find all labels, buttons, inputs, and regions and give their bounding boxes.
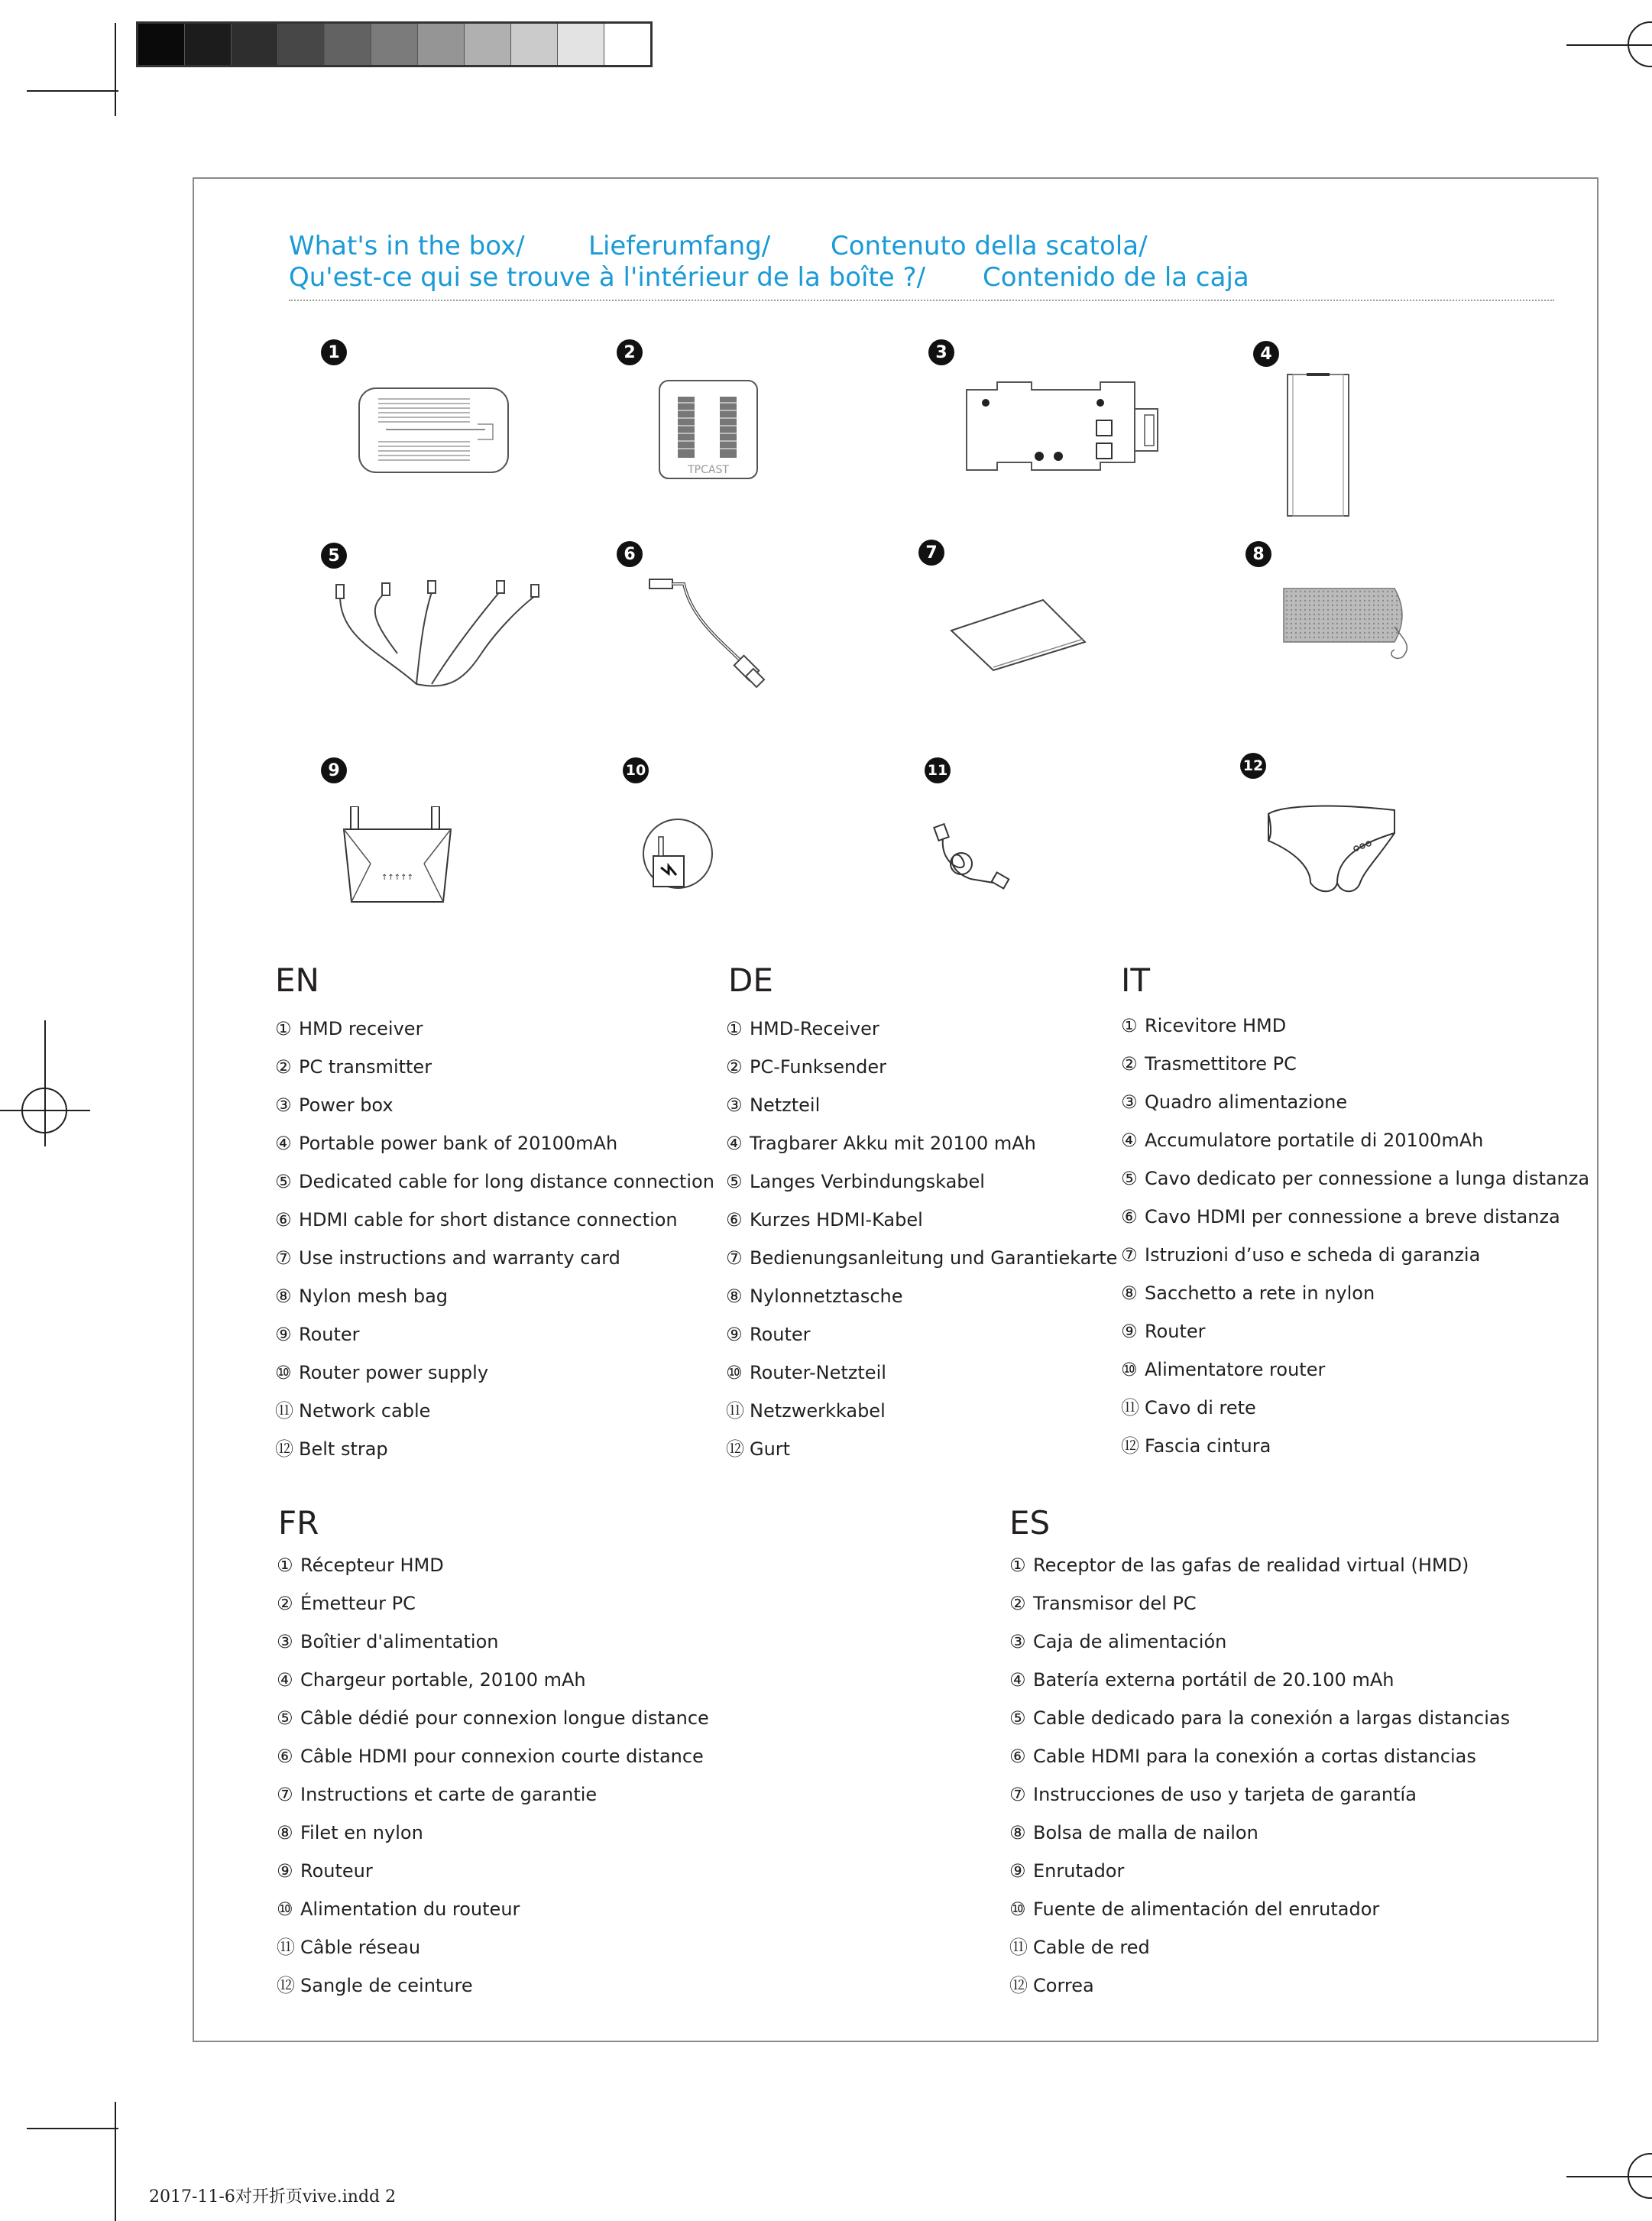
item-number: ① (277, 1555, 293, 1576)
list-item (1121, 1007, 1589, 1045)
list-item (277, 1966, 709, 2005)
item-text: Netzteil (750, 1094, 821, 1116)
registration-mark (1628, 21, 1652, 67)
list-item (1009, 1546, 1510, 1584)
color-swatch (511, 24, 558, 65)
item-number: ④ (277, 1669, 293, 1691)
item-text: Use instructions and warranty card (299, 1247, 620, 1269)
item-text: Router (750, 1324, 811, 1345)
list-item (275, 1010, 714, 1048)
list-item (1009, 1661, 1510, 1699)
item-text: Istruzioni d’uso e scheda di garanzia (1145, 1244, 1481, 1266)
item-text: Langes Verbindungskabel (750, 1171, 985, 1192)
color-swatch (278, 24, 325, 65)
item-number: ⑩ (1121, 1359, 1138, 1380)
list-item (1009, 1623, 1510, 1661)
color-swatch (185, 24, 232, 65)
item-number: ④ (1009, 1669, 1026, 1691)
item-text: Sangle de ceinture (300, 1975, 473, 1996)
item-text: Cable dedicado para la conexión a largas distancias (1033, 1707, 1511, 1729)
item-text: Émetteur PC (300, 1593, 416, 1614)
list-item (726, 1201, 1117, 1239)
color-swatch (604, 24, 650, 65)
router-power-supply-illustration (638, 814, 718, 898)
list-item (277, 1623, 709, 1661)
list-item (277, 1546, 709, 1584)
router-illustration (340, 806, 455, 906)
list-item (277, 1775, 709, 1814)
item-text: Network cable (299, 1400, 431, 1422)
list-item (726, 1086, 1117, 1124)
item-number: ⑪ (726, 1400, 744, 1422)
item-number: ⑤ (277, 1707, 293, 1729)
item-number: ⑥ (726, 1209, 743, 1230)
lang-header-en: EN (275, 961, 319, 999)
network-cable-illustration (932, 822, 1016, 898)
item-number: ④ (275, 1133, 292, 1154)
title-en: What's in the box/ (289, 231, 525, 261)
registration-mark (21, 1088, 67, 1133)
list-item (275, 1124, 714, 1162)
item-text: Câble dédié pour connexion longue distance (300, 1707, 709, 1729)
item-number: ① (726, 1018, 743, 1039)
item-badge-2: 2 (617, 339, 643, 365)
list-item (277, 1584, 709, 1623)
list-item (275, 1315, 714, 1354)
color-swatch (465, 24, 511, 65)
item-badge-9: 9 (321, 757, 347, 783)
item-text: Netzwerkkabel (750, 1400, 886, 1422)
item-badge-10: 10 (623, 757, 649, 783)
item-number: ⑫ (1121, 1435, 1139, 1457)
item-number: ⑨ (1121, 1321, 1138, 1342)
item-number: ⑨ (275, 1324, 292, 1345)
item-number: ⑨ (1009, 1860, 1026, 1882)
item-badge-1: 1 (321, 339, 347, 365)
list-item (275, 1354, 714, 1392)
item-number: ③ (275, 1094, 292, 1116)
list-item (1121, 1236, 1589, 1274)
item-text: Accumulatore portatile di 20100mAh (1145, 1130, 1484, 1151)
item-number: ⑩ (726, 1362, 743, 1383)
item-number: ⑧ (726, 1286, 743, 1307)
item-text: Cavo di rete (1145, 1397, 1256, 1419)
crop-mark (115, 2102, 116, 2221)
list-item (726, 1430, 1117, 1468)
item-number: ⑦ (726, 1247, 743, 1269)
item-text: Kurzes HDMI-Kabel (750, 1209, 923, 1230)
list-item (277, 1699, 709, 1737)
item-number: ⑤ (1009, 1707, 1026, 1729)
item-text: Trasmettitore PC (1145, 1053, 1297, 1075)
item-list-de (726, 1010, 1117, 1468)
color-swatch (232, 24, 278, 65)
item-text: Chargeur portable, 20100 mAh (300, 1669, 586, 1691)
item-list-it (1121, 1007, 1589, 1465)
item-number: ⑧ (1121, 1282, 1138, 1304)
item-list-en (275, 1010, 714, 1468)
list-item (1009, 1699, 1510, 1737)
pc-transmitter-illustration (657, 378, 760, 481)
item-number: ③ (277, 1631, 293, 1652)
item-badge-7: 7 (918, 540, 944, 566)
item-text: Quadro alimentazione (1145, 1091, 1348, 1113)
list-item (726, 1010, 1117, 1048)
list-item (1009, 1890, 1510, 1928)
item-number: ⑪ (277, 1937, 295, 1958)
item-badge-11: 11 (925, 757, 951, 783)
item-text: Router (1145, 1321, 1206, 1342)
list-item (1121, 1427, 1589, 1465)
item-number: ⑤ (275, 1171, 292, 1192)
nylon-bag-illustration (1280, 585, 1417, 669)
item-text: Câble HDMI pour connexion courte distance (300, 1746, 704, 1767)
crop-mark (27, 2128, 118, 2129)
lang-header-it: IT (1121, 961, 1151, 999)
lang-header-fr: FR (278, 1504, 319, 1542)
item-number: ⑥ (1121, 1206, 1138, 1227)
item-text: Correa (1033, 1975, 1094, 1996)
list-item (1121, 1121, 1589, 1159)
belt-strap-illustration (1265, 799, 1398, 898)
item-badge-5: 5 (321, 543, 347, 569)
item-text: Router (299, 1324, 360, 1345)
list-item (275, 1277, 714, 1315)
list-item (726, 1239, 1117, 1277)
item-list-es (1009, 1546, 1510, 2005)
item-number: ④ (726, 1133, 743, 1154)
color-swatch (371, 24, 418, 65)
item-text: Fascia cintura (1145, 1435, 1271, 1457)
color-calibration-bar (136, 21, 653, 67)
item-text: Instrucciones de uso y tarjeta de garantía (1033, 1784, 1417, 1805)
item-number: ② (277, 1593, 293, 1614)
item-number: ⑨ (277, 1860, 293, 1882)
title-fr: Qu'est-ce qui se trouve à l'intérieur de la boîte ?/ (289, 262, 926, 293)
list-item (1121, 1389, 1589, 1427)
item-text: Transmisor del PC (1033, 1593, 1197, 1614)
item-text: Belt strap (299, 1438, 388, 1460)
list-item (1009, 1966, 1510, 2005)
item-text: Cable HDMI para la conexión a cortas distancias (1033, 1746, 1476, 1767)
item-number: ⑦ (1009, 1784, 1026, 1805)
item-text: PC-Funksender (750, 1056, 887, 1078)
item-number: ① (1121, 1015, 1138, 1036)
item-text: HMD receiver (299, 1018, 423, 1039)
item-text: Alimentation du routeur (300, 1898, 520, 1920)
title-it: Contenuto della scatola/ (831, 231, 1148, 261)
item-number: ⑥ (1009, 1746, 1026, 1767)
item-text: Cavo dedicato per connessione a lunga distanza (1145, 1168, 1590, 1189)
item-number: ⑪ (1121, 1397, 1139, 1419)
item-badge-6: 6 (617, 541, 643, 567)
list-item (726, 1124, 1117, 1162)
item-text: Fuente de alimentación del enrutador (1033, 1898, 1380, 1920)
color-swatch (558, 24, 604, 65)
list-item (277, 1737, 709, 1775)
item-number: ⑪ (1009, 1937, 1028, 1958)
title-divider (289, 300, 1554, 301)
item-text: Bedienungsanleitung und Garantiekarte (750, 1247, 1118, 1269)
item-text: Power box (299, 1094, 394, 1116)
item-number: ⑧ (275, 1286, 292, 1307)
item-text: HDMI cable for short distance connection (299, 1209, 678, 1230)
item-text: Enrutador (1033, 1860, 1125, 1882)
item-number: ⑤ (726, 1171, 743, 1192)
item-number: ⑫ (277, 1975, 295, 1996)
item-text: Routeur (300, 1860, 373, 1882)
item-text: Récepteur HMD (300, 1555, 444, 1576)
item-text: HMD-Receiver (750, 1018, 879, 1039)
item-number: ⑫ (726, 1438, 744, 1460)
list-item (726, 1392, 1117, 1430)
item-number: ⑩ (275, 1362, 292, 1383)
item-text: Batería externa portátil de 20.100 mAh (1033, 1669, 1394, 1691)
list-item (277, 1852, 709, 1890)
list-item (726, 1354, 1117, 1392)
list-item (275, 1239, 714, 1277)
list-item (726, 1162, 1117, 1201)
item-text: Sacchetto a rete in nylon (1145, 1282, 1375, 1304)
router-status-lights: ↑↑↑↑↑ (381, 874, 413, 882)
list-item (1121, 1198, 1589, 1236)
item-number: ⑥ (275, 1209, 292, 1230)
item-number: ⑦ (275, 1247, 292, 1269)
item-number: ⑥ (277, 1746, 293, 1767)
item-text: PC transmitter (299, 1056, 432, 1078)
list-item (1121, 1083, 1589, 1121)
list-item (1121, 1312, 1589, 1350)
item-text: Portable power bank of 20100mAh (299, 1133, 618, 1154)
item-number: ① (1009, 1555, 1026, 1576)
list-item (726, 1315, 1117, 1354)
list-item (277, 1928, 709, 1966)
item-number: ⑩ (277, 1898, 293, 1920)
tpcast-logo: TPCAST (688, 464, 729, 476)
list-item (275, 1086, 714, 1124)
power-box-illustration (963, 378, 1165, 474)
hmd-receiver-illustration (355, 382, 516, 478)
list-item (1121, 1350, 1589, 1389)
item-list-fr (277, 1546, 709, 2005)
title-es: Contenido de la caja (983, 262, 1249, 293)
item-text: Tragbarer Akku mit 20100 mAh (750, 1133, 1036, 1154)
item-number: ⑤ (1121, 1168, 1138, 1189)
list-item (275, 1048, 714, 1086)
item-number: ② (275, 1056, 292, 1078)
list-item (1121, 1159, 1589, 1198)
list-item (1009, 1737, 1510, 1775)
list-item (1009, 1584, 1510, 1623)
item-text: Receptor de las gafas de realidad virtual (HMD) (1033, 1555, 1469, 1576)
file-slug-footer: 2017-11-6对开折页vive.indd 2 (149, 2187, 397, 2206)
item-number: ⑩ (1009, 1898, 1026, 1920)
list-item (275, 1162, 714, 1201)
item-text: Bolsa de malla de nailon (1033, 1822, 1258, 1843)
list-item (1121, 1274, 1589, 1312)
item-number: ⑦ (1121, 1244, 1138, 1266)
item-text: Câble réseau (300, 1937, 421, 1958)
color-swatch (418, 24, 465, 65)
power-bank-illustration (1284, 371, 1352, 520)
item-text: Cable de red (1033, 1937, 1150, 1958)
item-badge-4: 4 (1253, 341, 1279, 367)
item-number: ② (1121, 1053, 1138, 1075)
item-number: ⑧ (1009, 1822, 1026, 1843)
item-text: Cavo HDMI per connessione a breve distanza (1145, 1206, 1560, 1227)
item-text: Nylon mesh bag (299, 1286, 449, 1307)
list-item (726, 1277, 1117, 1315)
item-number: ③ (726, 1094, 743, 1116)
item-text: Alimentatore router (1145, 1359, 1326, 1380)
list-item (1121, 1045, 1589, 1083)
list-item (275, 1430, 714, 1468)
list-item (275, 1201, 714, 1239)
item-badge-3: 3 (928, 339, 954, 365)
item-text: Instructions et carte de garantie (300, 1784, 598, 1805)
registration-mark (1628, 2153, 1652, 2199)
item-number: ⑫ (1009, 1975, 1028, 1996)
item-text: Filet en nylon (300, 1822, 423, 1843)
item-text: Ricevitore HMD (1145, 1015, 1287, 1036)
item-number: ③ (1009, 1631, 1026, 1652)
hdmi-cable-illustration (646, 573, 776, 695)
item-text: Boîtier d'alimentation (300, 1631, 499, 1652)
color-swatch (325, 24, 371, 65)
item-number: ⑧ (277, 1822, 293, 1843)
item-number: ⑦ (277, 1784, 293, 1805)
instructions-card-illustration (947, 596, 1089, 673)
item-number: ③ (1121, 1091, 1138, 1113)
color-swatch (138, 24, 185, 65)
item-badge-12: 12 (1240, 753, 1266, 779)
title-de: Lieferumfang/ (588, 231, 771, 261)
list-item (277, 1814, 709, 1852)
item-number: ② (1009, 1593, 1026, 1614)
crop-mark (115, 23, 116, 116)
list-item (1009, 1814, 1510, 1852)
lang-header-es: ES (1009, 1504, 1051, 1542)
lang-header-de: DE (728, 961, 773, 999)
item-number: ⑪ (275, 1400, 293, 1422)
list-item (1009, 1928, 1510, 1966)
item-number: ① (275, 1018, 292, 1039)
crop-mark (27, 90, 118, 92)
list-item (1009, 1775, 1510, 1814)
list-item (277, 1661, 709, 1699)
item-text: Dedicated cable for long distance connection (299, 1171, 714, 1192)
list-item (277, 1890, 709, 1928)
item-text: Gurt (750, 1438, 791, 1460)
list-item (726, 1048, 1117, 1086)
item-number: ④ (1121, 1130, 1138, 1151)
long-cable-illustration (329, 577, 550, 699)
item-text: Router power supply (299, 1362, 489, 1383)
item-text: Caja de alimentación (1033, 1631, 1227, 1652)
list-item (275, 1392, 714, 1430)
list-item (1009, 1852, 1510, 1890)
item-number: ⑨ (726, 1324, 743, 1345)
item-badge-8: 8 (1245, 541, 1271, 567)
item-text: Router-Netzteil (750, 1362, 886, 1383)
item-text: Nylonnetztasche (750, 1286, 903, 1307)
item-number: ② (726, 1056, 743, 1078)
item-number: ⑫ (275, 1438, 293, 1460)
